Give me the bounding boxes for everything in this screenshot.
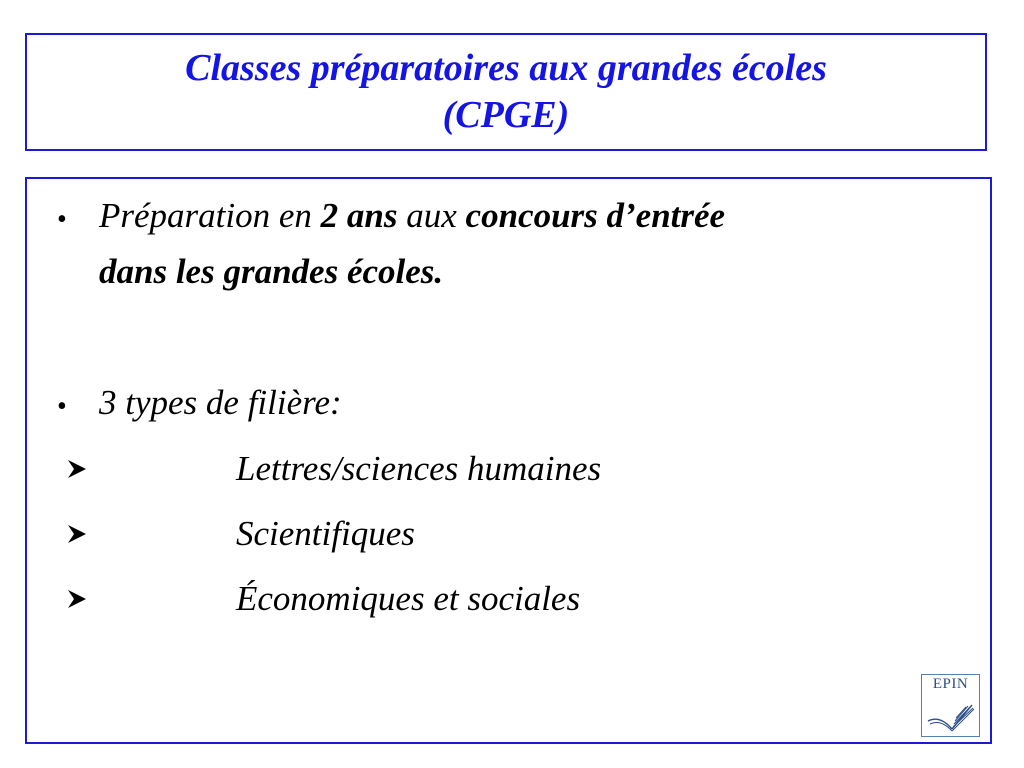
open-book-icon <box>926 695 976 735</box>
content-box <box>25 177 992 744</box>
arrowhead-bullet-icon <box>66 523 88 545</box>
bullet-marker-1: • <box>57 204 67 235</box>
bullet-1-duration: 2 ans <box>320 196 398 235</box>
arrowhead-bullet-icon <box>66 588 88 610</box>
sub-item-1: Lettres/sciences humaines <box>236 449 602 488</box>
bullet-1-emphasis: concours d’entrée <box>465 196 726 235</box>
slide-title-line1: Classes préparatoires aux grandes écoles <box>185 47 827 89</box>
slide-title <box>185 45 827 139</box>
bullet-1-line-1 <box>99 194 725 238</box>
title-box <box>25 33 987 151</box>
sub-item-3: Économiques et sociales <box>236 579 581 618</box>
bullet-1-text-part1: Préparation en <box>99 196 321 235</box>
bullet-marker-2: • <box>57 391 67 422</box>
slide-title-line2: (CPGE) <box>442 94 570 136</box>
logo-text: EPIN <box>932 676 969 692</box>
arrowhead-bullet-icon <box>66 458 88 480</box>
bullet-1-text-part3: aux <box>397 196 466 235</box>
sub-item-2: Scientifiques <box>236 514 415 553</box>
bullet-2-text: 3 types de filière: <box>99 383 342 422</box>
epin-logo <box>921 674 980 737</box>
bullet-1-line-2: dans les grandes écoles. <box>99 252 444 291</box>
